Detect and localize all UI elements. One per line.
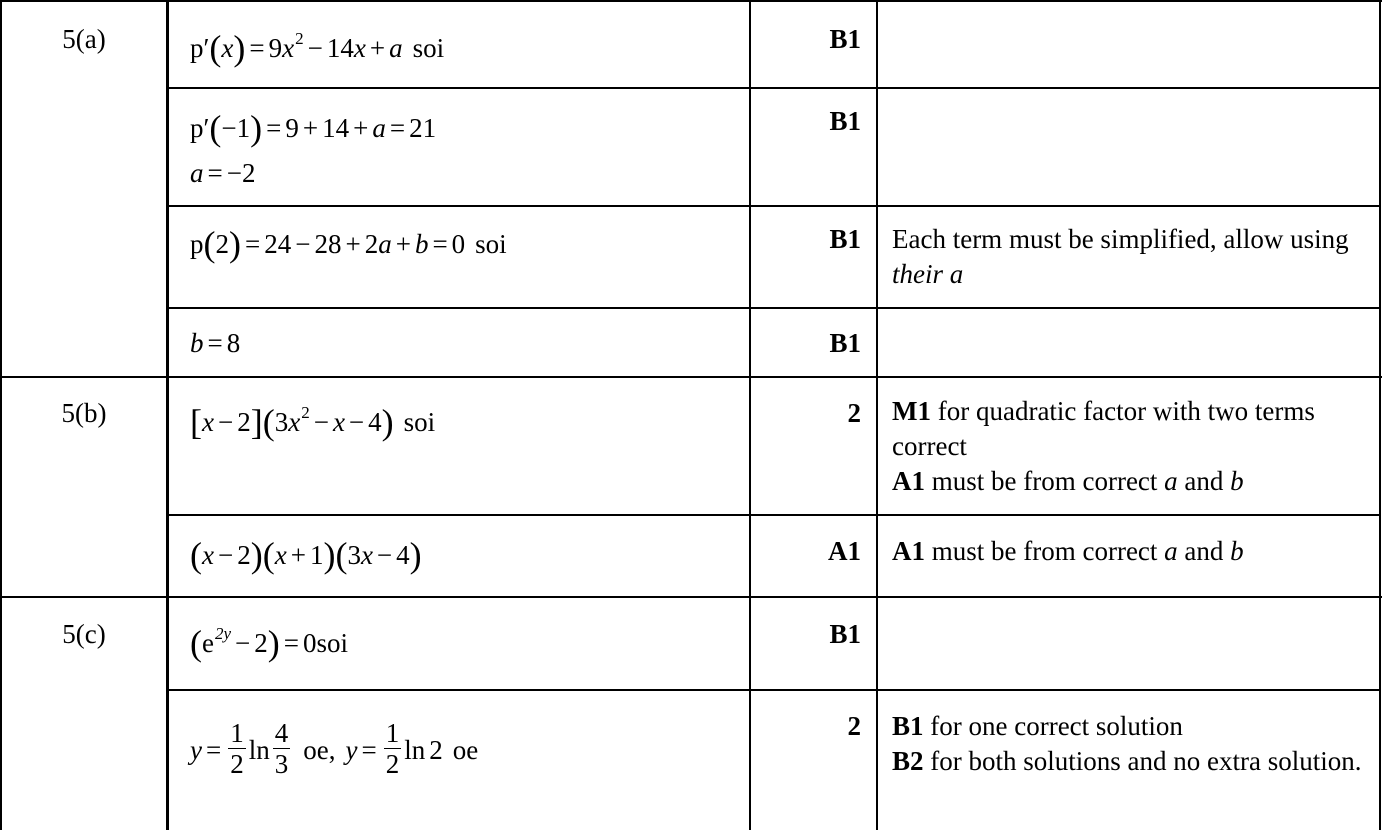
answer-row-2b: a = −2 — [190, 158, 256, 188]
guidance-line: M1 for quadratic factor with two terms correct — [892, 396, 1315, 461]
fraction: $\frac{4}{3}$ — [274, 717, 289, 779]
answer-row-3: p(2) = 24 − 28 + 2a + b = 0 soi — [190, 224, 507, 264]
row-divider — [166, 307, 1381, 309]
answer-row-8: y = $\frac{1}{2}$ ln $\frac{4}{3}$ oe, y = $\frac{1}{2}$ ln 2 oe — [190, 717, 479, 779]
answer-row-6: (x − 2)(x + 1)(3x − 4) — [190, 535, 422, 575]
guidance-line: B2 for both solutions and no extra solution. — [892, 746, 1362, 776]
guidance-line: A1 must be from correct a and b — [892, 536, 1244, 566]
row-divider — [166, 205, 1381, 207]
fraction: $\frac{1}{2}$ — [230, 717, 244, 779]
answer-row-1: $p'(x) = 9x^2 - 14x + a$ soi — [190, 28, 445, 68]
question-label: 5(b) — [61, 398, 107, 428]
col-divider — [166, 0, 169, 830]
row-divider — [0, 0, 1382, 2]
mark-cell: B1 — [829, 619, 861, 649]
row-divider — [0, 376, 1382, 378]
row-divider — [166, 689, 1381, 691]
col-divider — [1379, 0, 1381, 830]
guidance-row-5 — [892, 394, 1372, 499]
question-label: 5(a) — [62, 24, 106, 54]
question-label: 5(c) — [62, 619, 106, 649]
mark-cell: 2 — [847, 711, 861, 741]
guidance-row-6 — [892, 534, 1372, 569]
row-divider — [0, 596, 1382, 598]
row-divider — [166, 514, 1381, 516]
mark-cell: A1 — [828, 536, 861, 566]
mark-cell: B1 — [829, 106, 861, 136]
row-divider — [166, 87, 1381, 89]
guidance-row-8 — [892, 709, 1362, 779]
guidance-row-3: Each term must be simplified, allow using their a — [892, 224, 1349, 289]
fraction: $\frac{1}{2}$ — [385, 717, 400, 779]
mark-cell: B1 — [829, 328, 861, 358]
guidance-line: A1 must be from correct a and b — [892, 466, 1244, 496]
mark-cell: B1 — [829, 224, 861, 254]
answer-row-4: b = 8 — [190, 328, 241, 358]
col-divider — [876, 0, 878, 830]
answer-row-2: p′(−1) = 9 + 14 + a = 21 — [190, 108, 437, 148]
answer-row-5: $[x - 2](3x^2 - x - 4)$ soi — [190, 402, 436, 442]
mark-cell: B1 — [829, 24, 861, 54]
mark-cell: 2 — [847, 398, 861, 428]
answer-row-7: $(e^{2y} - 2) = 0soi$ — [190, 623, 349, 663]
guidance-line: B1 for one correct solution — [892, 711, 1183, 741]
